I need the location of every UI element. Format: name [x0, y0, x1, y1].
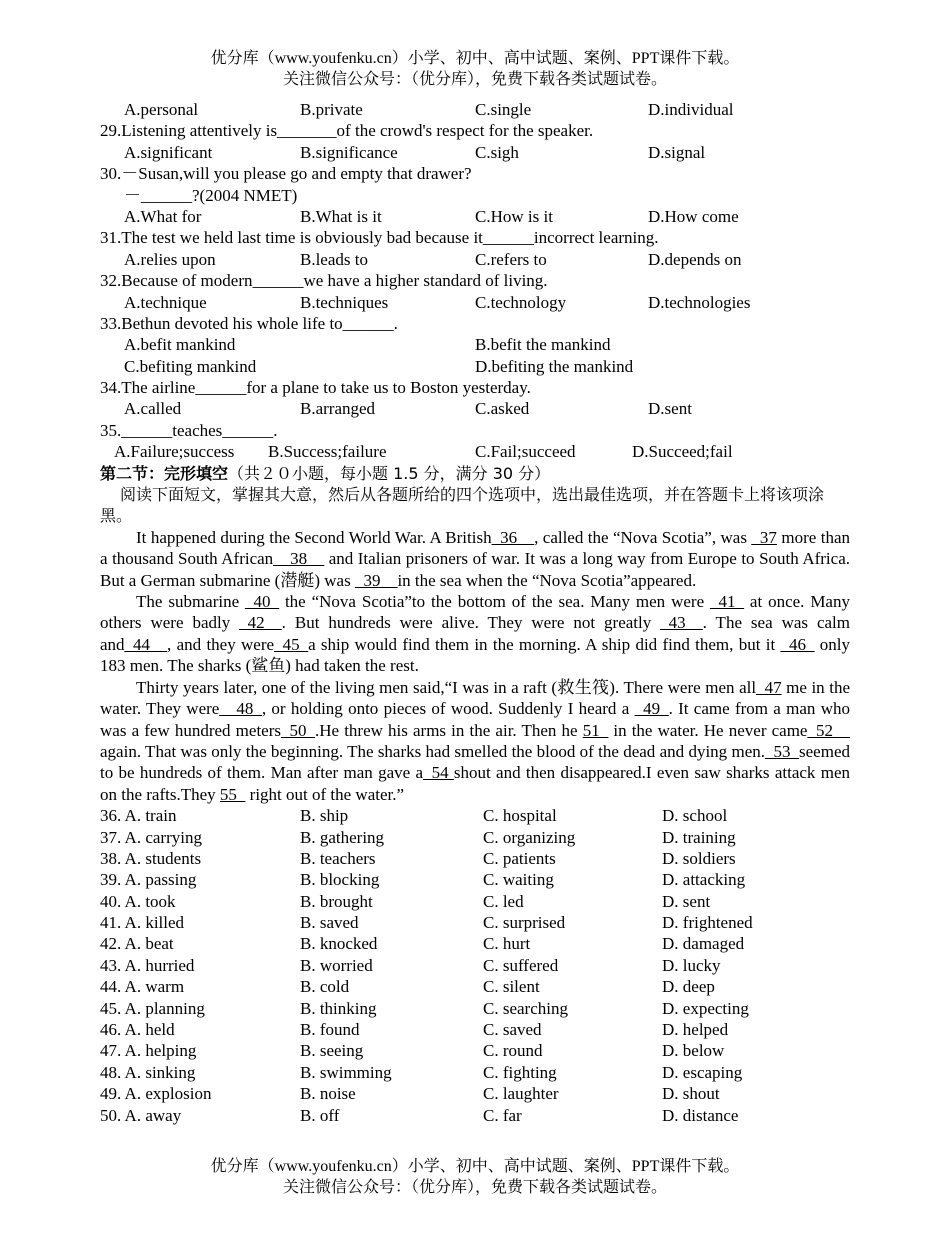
- blank-53: _53_: [765, 741, 800, 761]
- option: D.befiting the mankind: [475, 356, 634, 376]
- q29-options: [100, 142, 850, 163]
- passage-text: only 183 men. The sharks (鲨鱼) had taken the rest.: [100, 634, 851, 676]
- option: D.technologies: [648, 292, 751, 312]
- option: 48. A. sinking: [100, 1062, 196, 1082]
- option: D.sent: [648, 399, 692, 419]
- option: B. swimming: [300, 1062, 392, 1082]
- option: A.personal: [124, 100, 199, 119]
- q28-options: [100, 99, 850, 120]
- section-2-instruction: 阅读下面短文，掌握其大意，然后从各题所给的四个选项中，选出最佳选项，并在答题卡上将该项涂黑。: [100, 485, 825, 526]
- option: C. far: [483, 1105, 522, 1125]
- passage-text: It happened during the Second World War. A British: [136, 527, 492, 547]
- passage-text: shout and then disappeared.I even saw sharks attack men on the rafts.They: [100, 763, 850, 804]
- option: 44. A. warm: [100, 977, 185, 997]
- option: B. saved: [300, 913, 359, 933]
- cloze-row: [100, 933, 850, 954]
- passage-text: , or holding onto pieces of wood. Suddenly I heard a: [261, 699, 635, 719]
- blank-39: _39__: [354, 570, 398, 590]
- q31-stem: 31.The test we held last time is obviously bad because it______incorrect learning.: [100, 228, 659, 248]
- option: B.significance: [300, 142, 398, 162]
- page-footer: [0, 1156, 950, 1198]
- option: C.refers to: [475, 249, 547, 269]
- section-2-title: 第二节：完形填空: [100, 463, 229, 483]
- option: B.private: [300, 100, 363, 119]
- option: B. worried: [300, 955, 373, 975]
- option: B.arranged: [300, 399, 376, 419]
- cloze-row: [100, 805, 850, 826]
- option: C.asked: [475, 399, 530, 419]
- option: A.Failure;success: [114, 442, 235, 462]
- option: C. searching: [483, 998, 568, 1018]
- option: C. suffered: [483, 955, 559, 975]
- option: B. cold: [300, 977, 350, 997]
- cloze-row: [100, 827, 850, 848]
- cloze-row: [100, 869, 850, 890]
- q32-options: [100, 292, 850, 313]
- option: B.techniques: [300, 292, 389, 312]
- q34-stem: 34.The airline______for a plane to take us to Boston yesterday.: [100, 378, 531, 398]
- blank-41: _41_: [710, 592, 745, 612]
- option: C. hospital: [483, 806, 557, 826]
- option: 36. A. train: [100, 806, 177, 826]
- option: 43. A. hurried: [100, 955, 195, 975]
- blank-44: _44__: [124, 634, 168, 654]
- option: B.befit the mankind: [475, 335, 611, 355]
- option: D.signal: [648, 142, 706, 162]
- option: A.What for: [124, 206, 202, 226]
- q33-options-row1: [100, 334, 850, 355]
- cloze-row: [100, 1083, 850, 1104]
- blank-55: 55_: [219, 784, 246, 804]
- option: B. thinking: [300, 998, 377, 1018]
- q34-options: [100, 398, 850, 419]
- cloze-row: [100, 912, 850, 933]
- option: 39. A. passing: [100, 870, 197, 890]
- option: D.depends on: [648, 249, 742, 269]
- cloze-row: [100, 1040, 850, 1061]
- option: A.relies upon: [124, 249, 216, 269]
- option: 40. A. took: [100, 891, 176, 911]
- option: D. attacking: [662, 870, 746, 890]
- q30-stem-2: －______?(2004 NMET): [124, 185, 298, 205]
- option: A.significant: [124, 142, 213, 162]
- option: B. noise: [300, 1084, 356, 1104]
- option: 50. A. away: [100, 1105, 182, 1125]
- option: D. expecting: [662, 998, 749, 1018]
- option: D. distance: [662, 1105, 739, 1125]
- header-line-2: 关注微信公众号：（优分库），免费下载各类试题试卷。: [282, 71, 667, 88]
- cloze-row: [100, 1062, 850, 1083]
- option: 46. A. held: [100, 1020, 175, 1040]
- passage-text: a ship would find them in the morning. A ship did find them, but it: [308, 634, 781, 654]
- blank-45: _45_: [274, 634, 309, 654]
- passage-text: .He threw his arms in the air. Then he: [315, 720, 583, 740]
- passage-text: at once. Many others were badly: [100, 592, 850, 633]
- passage-text: . It came from a man who was a few hundred meters: [100, 699, 850, 740]
- option: C.technology: [475, 292, 567, 312]
- passage-text: seemed to be hundreds of them. Man after man gave a: [100, 741, 850, 783]
- option: D.How come: [648, 206, 739, 226]
- blank-43: _43__: [660, 613, 703, 633]
- passage-paragraph-1: [100, 527, 850, 591]
- blank-48: __48_: [219, 699, 262, 719]
- option: B.What is it: [300, 206, 382, 226]
- passage-paragraph-2: [100, 591, 850, 677]
- option: B. found: [300, 1020, 360, 1040]
- passage-text: in the sea when the “Nova Scotia”appeared.: [397, 570, 697, 590]
- passage-text: Thirty years later, one of the living men said,“I was in a raft (救生筏). There were men all: [136, 677, 757, 697]
- option: C. round: [483, 1041, 543, 1061]
- option: D. damaged: [662, 934, 745, 954]
- blank-38: __38__: [273, 549, 325, 569]
- option: B. seeing: [300, 1041, 364, 1061]
- option: D. frightened: [662, 913, 753, 933]
- cloze-row: [100, 891, 850, 912]
- passage-text: and Italian prisoners of war. It was a long way from Europe to South Africa. But a German submarine (潜艇) was: [100, 549, 850, 590]
- option: C.single: [475, 100, 532, 119]
- q32-stem: 32.Because of modern______we have a higher standard of living.: [100, 271, 548, 291]
- blank-37: _37: [751, 527, 777, 547]
- section-2-heading: [100, 463, 850, 484]
- option: B. off: [300, 1105, 340, 1125]
- q30-stem-1: 30.－Susan,will you please go and empty that drawer?: [100, 164, 472, 184]
- exam-content: [100, 99, 850, 1126]
- option: B. gathering: [300, 827, 385, 847]
- blank-36: _36__: [491, 527, 535, 547]
- cloze-row: [100, 848, 850, 869]
- cloze-row: [100, 1105, 850, 1126]
- option: D. training: [662, 827, 736, 847]
- option: A.befit mankind: [124, 335, 236, 355]
- option: C. organizing: [483, 827, 576, 847]
- passage-text: The submarine: [136, 592, 246, 612]
- cloze-options: [100, 805, 850, 1126]
- page-header: [0, 48, 950, 90]
- q33-options-row2: [100, 356, 850, 377]
- passage-text: , called the “Nova Scotia”, was: [534, 527, 752, 547]
- section-2-subtitle: （共２０小题，每小题 1.5 分，满分 30 分）: [228, 463, 551, 483]
- option: C. laughter: [483, 1084, 559, 1104]
- option: C. patients: [483, 848, 556, 868]
- option: B. blocking: [300, 870, 380, 890]
- option: 37. A. carrying: [100, 827, 202, 847]
- option: D. helped: [662, 1020, 729, 1040]
- option: D. shout: [662, 1084, 720, 1104]
- q35-options: [100, 441, 850, 462]
- option: D. deep: [662, 977, 715, 997]
- option: C. silent: [483, 977, 540, 997]
- option: C.How is it: [475, 206, 553, 226]
- passage-paragraph-3: [100, 677, 850, 805]
- option: C. fighting: [483, 1062, 557, 1082]
- option: A.technique: [124, 292, 207, 312]
- passage-text: me in the water. They were: [100, 677, 850, 719]
- option: C. led: [483, 891, 524, 911]
- option: C.sigh: [475, 142, 519, 162]
- passage-text: right out of the water.”: [245, 784, 405, 804]
- q35-stem: 35.______teaches______.: [100, 420, 278, 440]
- header-line-1: 优分库（www.youfenku.cn）小学、初中、高中试题、案例、PPT课件下载。: [210, 50, 740, 67]
- option: B.Success;failure: [268, 442, 387, 462]
- option: D.individual: [648, 100, 734, 119]
- option: D. escaping: [662, 1062, 743, 1082]
- option: C. waiting: [483, 870, 554, 890]
- option: C. saved: [483, 1020, 542, 1040]
- passage-text: in the water. He never came: [608, 720, 808, 740]
- cloze-row: [100, 955, 850, 976]
- blank-50: _50_: [281, 720, 315, 740]
- option: A.called: [124, 399, 182, 419]
- passage-text: more than a thousand South African: [100, 527, 850, 569]
- option: B. teachers: [300, 848, 376, 868]
- blank-46: _46_: [780, 634, 815, 654]
- footer-line-1: 优分库（www.youfenku.cn）小学、初中、高中试题、案例、PPT课件下载。: [210, 1158, 740, 1175]
- option: 49. A. explosion: [100, 1084, 212, 1104]
- option: B. brought: [300, 891, 373, 911]
- cloze-row: [100, 998, 850, 1019]
- option: D. school: [662, 806, 728, 826]
- option: C.Fail;succeed: [475, 442, 576, 462]
- option: C. hurt: [483, 934, 531, 954]
- passage-text: again. That was only the beginning. The sharks had smelled the blood of the dead and dying men.: [100, 741, 766, 761]
- option: C. surprised: [483, 913, 566, 933]
- option: 41. A. killed: [100, 913, 185, 933]
- blank-42: _42__: [239, 613, 282, 633]
- option: B. knocked: [300, 934, 378, 954]
- option: 42. A. beat: [100, 934, 174, 954]
- option: B. ship: [300, 806, 349, 826]
- blank-51: 51_: [582, 720, 609, 740]
- cloze-row: [100, 976, 850, 997]
- cloze-row: [100, 1019, 850, 1040]
- blank-47: _47: [756, 677, 782, 697]
- q30-options: [100, 206, 850, 227]
- footer-line-2: 关注微信公众号：（优分库），免费下载各类试题试卷。: [282, 1179, 667, 1196]
- option: C.befiting mankind: [124, 356, 257, 376]
- option: D. below: [662, 1041, 725, 1061]
- blank-40: _40_: [245, 592, 280, 612]
- option: D. soldiers: [662, 848, 736, 868]
- option: B.leads to: [300, 249, 368, 269]
- passage-text: the “Nova Scotia”to the bottom of the sea. Many men were: [279, 592, 711, 612]
- passage-text: . The sea was calm and: [100, 613, 850, 654]
- q31-options: [100, 249, 850, 270]
- passage-text: . But hundreds were alive. They were not greatly: [281, 613, 661, 633]
- q29-stem: 29.Listening attentively is_______of the crowd's respect for the speaker.: [100, 121, 594, 141]
- blank-54: _54: [423, 763, 454, 783]
- option: 45. A. planning: [100, 998, 205, 1018]
- option: 38. A. students: [100, 848, 202, 868]
- passage-text: , and they were: [167, 634, 275, 654]
- option: D. lucky: [662, 955, 721, 975]
- option: D.Succeed;fail: [632, 442, 733, 462]
- blank-52: _52__: [807, 720, 850, 740]
- option: D. sent: [662, 891, 711, 911]
- blank-49: _49_: [634, 699, 669, 719]
- q33-stem: 33.Bethun devoted his whole life to______.: [100, 313, 398, 333]
- option: 47. A. helping: [100, 1041, 197, 1061]
